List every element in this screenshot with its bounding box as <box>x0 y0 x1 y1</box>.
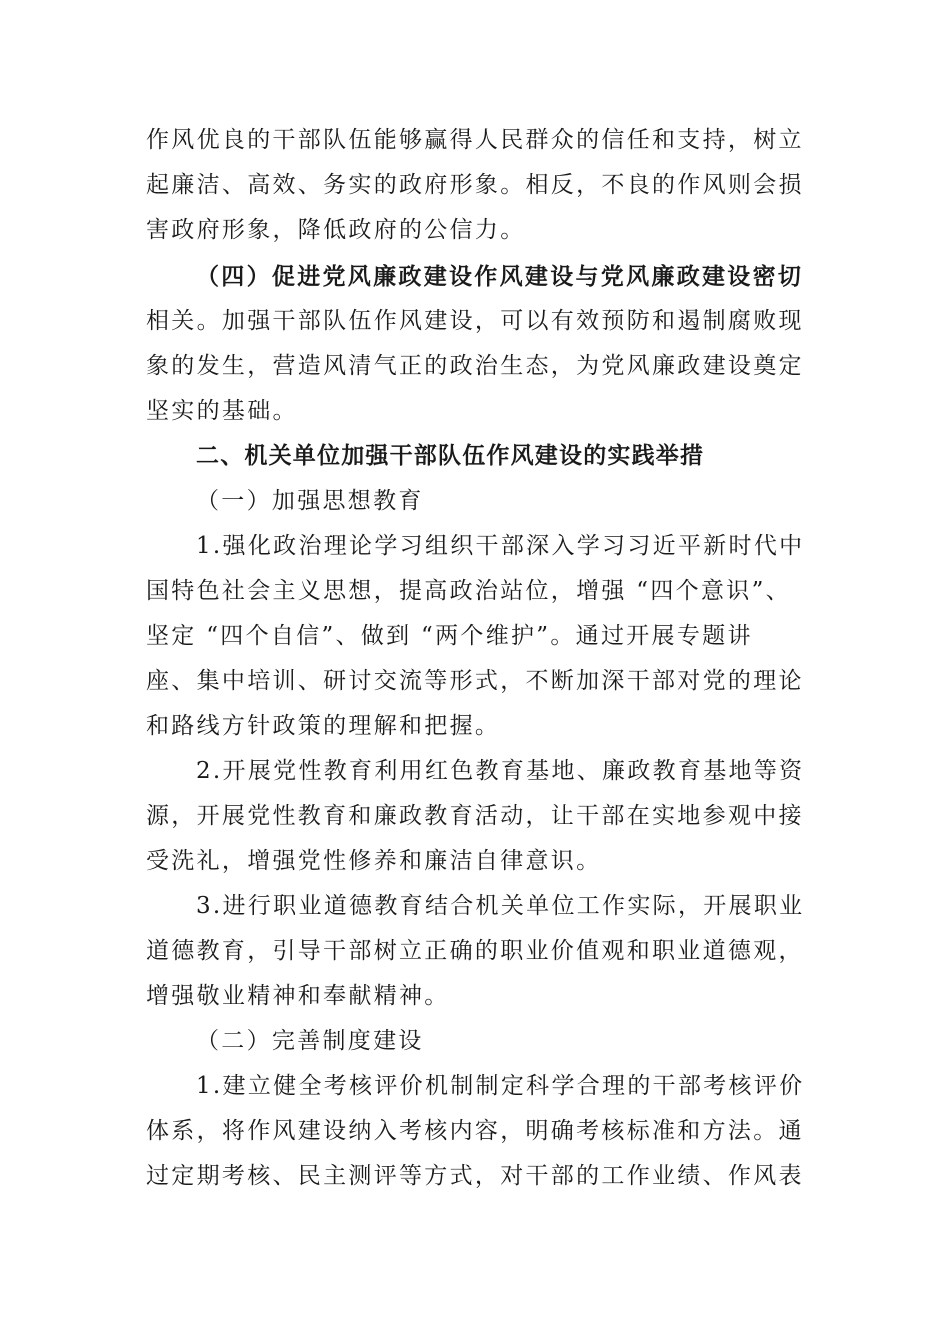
subsection-heading-1: （一）加强思想教育 <box>196 488 424 514</box>
body-text-line: 害政府形象，降低政府的公信力。 <box>146 217 526 243</box>
body-text-line: 1.强化政治理论学习组织干部深入学习习近平新时代中 <box>196 533 805 559</box>
body-text-line: 道德教育，引导干部树立正确的职业价值观和职业道德观， <box>146 938 804 964</box>
body-text-line: 受洗礼，增强党性修养和廉洁自律意识。 <box>146 848 602 874</box>
body-text-line: 坚定 “四个自信”、做到 “两个维护”。通过开展专题讲 <box>146 623 753 649</box>
body-text-line: 体系，将作风建设纳入考核内容，明确考核标准和方法。通 <box>146 1118 804 1144</box>
subsection-heading-2: （二）完善制度建设 <box>196 1028 424 1054</box>
body-text-line: 座、集中培训、研讨交流等形式，不断加深干部对党的理论 <box>146 668 804 694</box>
body-text-line: 坚实的基础。 <box>146 398 298 424</box>
body-text-line: 相关。加强干部队伍作风建设，可以有效预防和遏制腐败现 <box>146 308 804 334</box>
body-text-line: 作风优良的干部队伍能够赢得人民群众的信任和支持，树立 <box>146 127 804 153</box>
section-heading-2: 二、机关单位加强干部队伍作风建设的实践举措 <box>196 443 705 469</box>
body-text-line: 源，开展党性教育和廉政教育活动，让干部在实地参观中接 <box>146 803 804 829</box>
body-text-line: 国特色社会主义思想，提高政治站位，增强 “四个意识”、 <box>146 578 791 604</box>
body-text-line: 1.建立健全考核评价机制制定科学合理的干部考核评价 <box>196 1073 805 1099</box>
body-text-line: 增强敬业精神和奉献精神。 <box>146 983 450 1009</box>
subsection-heading-4: （四）促进党风廉政建设作风建设与党风廉政建设密切 <box>196 263 804 290</box>
body-text-line: 象的发生，营造风清气正的政治生态，为党风廉政建设奠定 <box>146 353 804 379</box>
body-text-line: 3.进行职业道德教育结合机关单位工作实际，开展职业 <box>196 893 805 919</box>
body-text-line: 过定期考核、民主测评等方式，对干部的工作业绩、作风表 <box>146 1163 804 1189</box>
body-text-line: 和路线方针政策的理解和把握。 <box>146 713 501 739</box>
body-text-line: 2.开展党性教育利用红色教育基地、廉政教育基地等资 <box>196 758 805 784</box>
body-text-line: 起廉洁、高效、务实的政府形象。相反，不良的作风则会损 <box>146 172 804 198</box>
